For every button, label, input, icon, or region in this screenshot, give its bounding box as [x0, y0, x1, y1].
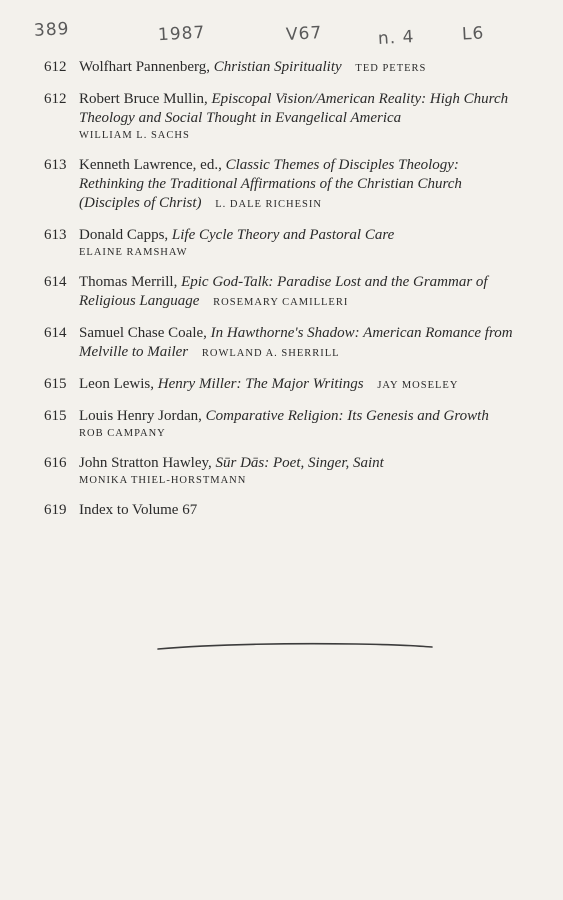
- entry-reviewer: ELAINE RAMSHAW: [79, 247, 188, 258]
- entry-reviewer: L. DALE RICHESIN: [215, 199, 322, 210]
- entry-author: Robert Bruce Mullin,: [79, 91, 208, 107]
- entry-author: Index to Volume 67: [79, 502, 198, 518]
- entry-author: Donald Capps,: [79, 227, 169, 243]
- contents-entry: [44, 375, 522, 395]
- entry-author: Samuel Chase Coale,: [79, 325, 207, 341]
- entry-reviewer: ROWLAND A. SHERRILL: [201, 348, 340, 359]
- page-number: 613: [44, 157, 67, 173]
- entry-title: Henry Miller: The Major Writings: [157, 376, 364, 392]
- entry-title: Episcopal Vision/American Reality: High Church Theology and Social Thought in Evangelical America: [79, 91, 509, 126]
- entry-title: Classic Themes of Disciples Theology: Rethinking the Traditional Affirmations of the Christian Church (Disciples of Christ): [79, 157, 462, 211]
- entry-reviewer: MONIKA THIEL-HORSTMANN: [79, 475, 247, 486]
- entry-reviewer: JAY MOSELEY: [377, 380, 459, 391]
- entry-author: Thomas Merrill,: [79, 274, 178, 290]
- contents-entry: [44, 324, 522, 363]
- page-number: 613: [44, 227, 67, 243]
- page-number: 612: [44, 59, 67, 75]
- entry-title: Comparative Religion: Its Genesis and Growth: [205, 408, 489, 424]
- pen-stroke-rule: [156, 640, 434, 652]
- handwritten-note: 1987: [157, 22, 206, 46]
- entry-author: Kenneth Lawrence, ed.,: [79, 157, 222, 173]
- handwritten-note: 389: [33, 19, 70, 41]
- page-number: 616: [44, 455, 67, 471]
- page-number: 619: [44, 502, 67, 518]
- entry-title: Christian Spirituality: [213, 59, 342, 75]
- contents-entry: [44, 501, 522, 520]
- handwritten-note: n. 4: [377, 27, 415, 49]
- handwritten-note: L6: [461, 23, 485, 45]
- entry-title: In Hawthorne's Shadow: American Romance from Melville to Mailer: [79, 325, 513, 360]
- entry-title: Epic God-Talk: Paradise Lost and the Grammar of Religious Language: [79, 274, 488, 309]
- page-number: 615: [44, 376, 67, 392]
- contents-entry: [44, 90, 522, 144]
- entry-reviewer: TED PETERS: [355, 63, 427, 74]
- page-number: 614: [44, 325, 67, 341]
- contents-entry: [44, 226, 522, 261]
- page-number: 614: [44, 274, 67, 290]
- entry-author: John Stratton Hawley,: [79, 455, 212, 471]
- entry-reviewer: ROB CAMPANY: [79, 428, 166, 439]
- contents-entry: [44, 273, 522, 312]
- entry-reviewer: ROSEMARY CAMILLERI: [213, 297, 349, 308]
- handwritten-annotation: [0, 14, 563, 54]
- contents-entry: [44, 454, 522, 489]
- contents-entry: [44, 407, 522, 442]
- entry-author: Leon Lewis,: [79, 376, 154, 392]
- contents-entry: [44, 156, 522, 214]
- entry-author: Wolfhart Pannenberg,: [79, 59, 210, 75]
- entry-title: Sūr Dās: Poet, Singer, Saint: [215, 455, 384, 471]
- handwritten-note: V67: [285, 23, 323, 45]
- entry-title: Life Cycle Theory and Pastoral Care: [171, 227, 395, 243]
- page-number: 612: [44, 91, 67, 107]
- page-number: 615: [44, 408, 67, 424]
- contents-entry: [44, 58, 522, 78]
- entry-reviewer: WILLIAM L. SACHS: [79, 130, 190, 141]
- contents-list: [44, 58, 522, 520]
- entry-author: Louis Henry Jordan,: [79, 408, 202, 424]
